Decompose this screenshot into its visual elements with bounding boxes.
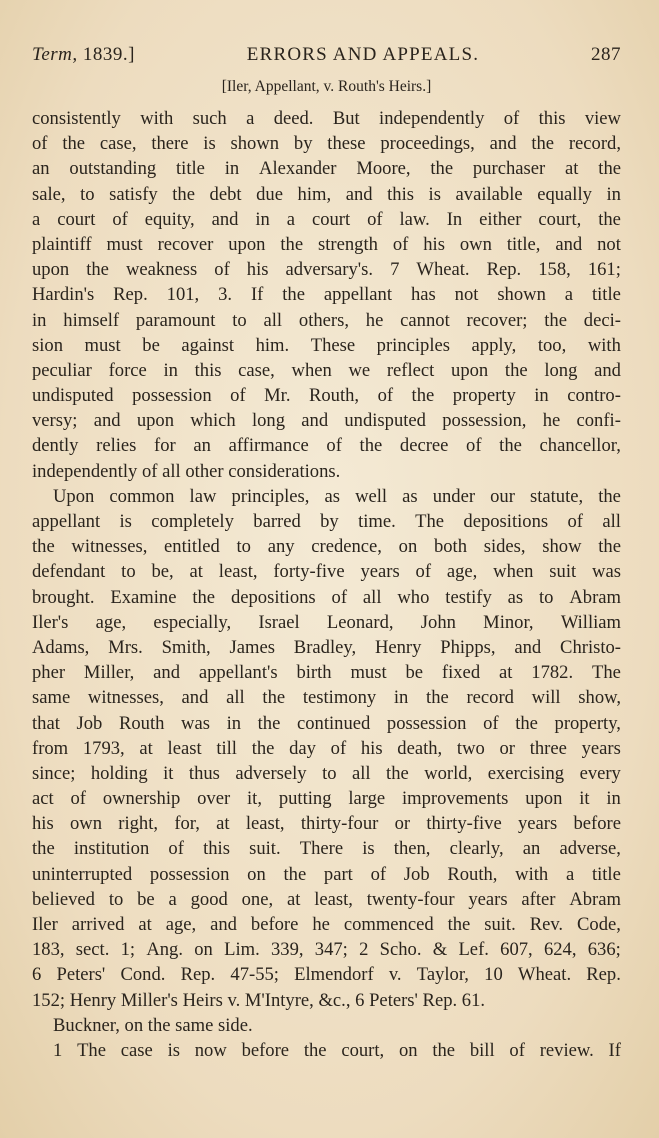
text-line: Iler arrived at age, and before he commenced the suit. Rev. Code, [32, 914, 621, 935]
text-line: brought. Examine the depositions of all who testify as to Abram [32, 586, 621, 608]
text-line: sion must be against him. These principles apply, too, with [32, 334, 621, 356]
text-line: his own right, for, at least, thirty-four or thirty-five years before [32, 813, 621, 835]
text-line: Adams, Mrs. Smith, James Bradley, Henry Phipps, and Christo- [32, 636, 621, 658]
text-line: a court of equity, and in a court of law. In either court, the [32, 208, 621, 230]
text-line: Iler's age, especially, Israel Leonard, John Minor, William [32, 611, 621, 633]
text-line: an outstanding title in Alexander Moore, the purchaser at the [32, 158, 621, 180]
text-line: versy; and upon which long and undisputed possession, he confi- [32, 410, 621, 432]
text-line: Hardin's Rep. 101, 3. If the appellant has not shown a title [32, 284, 621, 306]
text-line: in himself paramount to all others, he cannot recover; the deci- [32, 309, 621, 331]
text-line: uninterrupted possession on the part of Job Routh, with a title [32, 863, 621, 885]
text-line: Buckner, on the same side. [53, 1014, 253, 1036]
text-line: act of ownership over it, putting large improvements upon it in [32, 788, 621, 810]
text-line: believed to be a good one, at least, twenty-four years after Abram [32, 888, 621, 910]
text-line: 6 Peters' Cond. Rep. 47-55; Elmendorf v. Taylor, 10 Wheat. Rep. [32, 964, 621, 986]
text-line: dently relies for an affirmance of the decree of the chancellor, [32, 435, 621, 457]
text-line: same witnesses, and all the testimony in the record will show, [32, 687, 621, 709]
text-line: plaintiff must recover upon the strength of his own title, and not [32, 233, 621, 255]
header-title: ERRORS AND APPEALS. [246, 44, 480, 65]
text-line: 152; Henry Miller's Heirs v. M'Intyre, &c., 6 Peters' Rep. 61. [32, 989, 486, 1011]
body-text [32, 106, 621, 1063]
header-year: 1839.] [82, 44, 135, 65]
text-line: from 1793, at least till the day of his death, two or three years [32, 737, 621, 759]
page-number: 287 [591, 44, 621, 65]
text-line: independently of all other considerations. [32, 460, 341, 482]
running-header [32, 44, 621, 72]
text-line: peculiar force in this case, when we reflect upon the long and [32, 359, 621, 381]
text-line: Upon common law principles, as well as under our statute, the [53, 485, 621, 507]
text-line: 1 The case is now before the court, on the bill of review. If [53, 1039, 621, 1061]
text-line: pher Miller, and appellant's birth must be fixed at 1782. The [32, 662, 621, 684]
text-line: consistently with such a deed. But independently of this view [32, 108, 621, 129]
header-term-word: Term, [32, 44, 78, 65]
header-term [32, 44, 135, 66]
case-caption: [Iler, Appellant, v. Routh's Heirs.] [221, 78, 432, 95]
text-line: appellant is completely barred by time. The depositions of all [32, 511, 621, 532]
text-line: 183, sect. 1; Ang. on Lim. 339, 347; 2 Scho. & Lef. 607, 624, 636; [32, 939, 621, 961]
text-line: the witnesses, entitled to any credence, on both sides, show the [32, 536, 621, 558]
text-line: upon the weakness of his adversary's. 7 Wheat. Rep. 158, 161; [32, 259, 621, 281]
text-line: since; holding it thus adversely to all the world, exercising every [32, 762, 621, 784]
text-line: undisputed possession of Mr. Routh, of the property in contro- [32, 385, 621, 407]
text-line: defendant to be, at least, forty-five years of age, when suit was [32, 561, 621, 583]
text-line: the institution of this suit. There is then, clearly, an adverse, [32, 838, 621, 860]
text-line: sale, to satisfy the debt due him, and this is available equally in [32, 183, 621, 205]
text-line: that Job Routh was in the continued possession of the property, [32, 712, 621, 734]
text-line: of the case, there is shown by these proceedings, and the record, [32, 133, 621, 155]
